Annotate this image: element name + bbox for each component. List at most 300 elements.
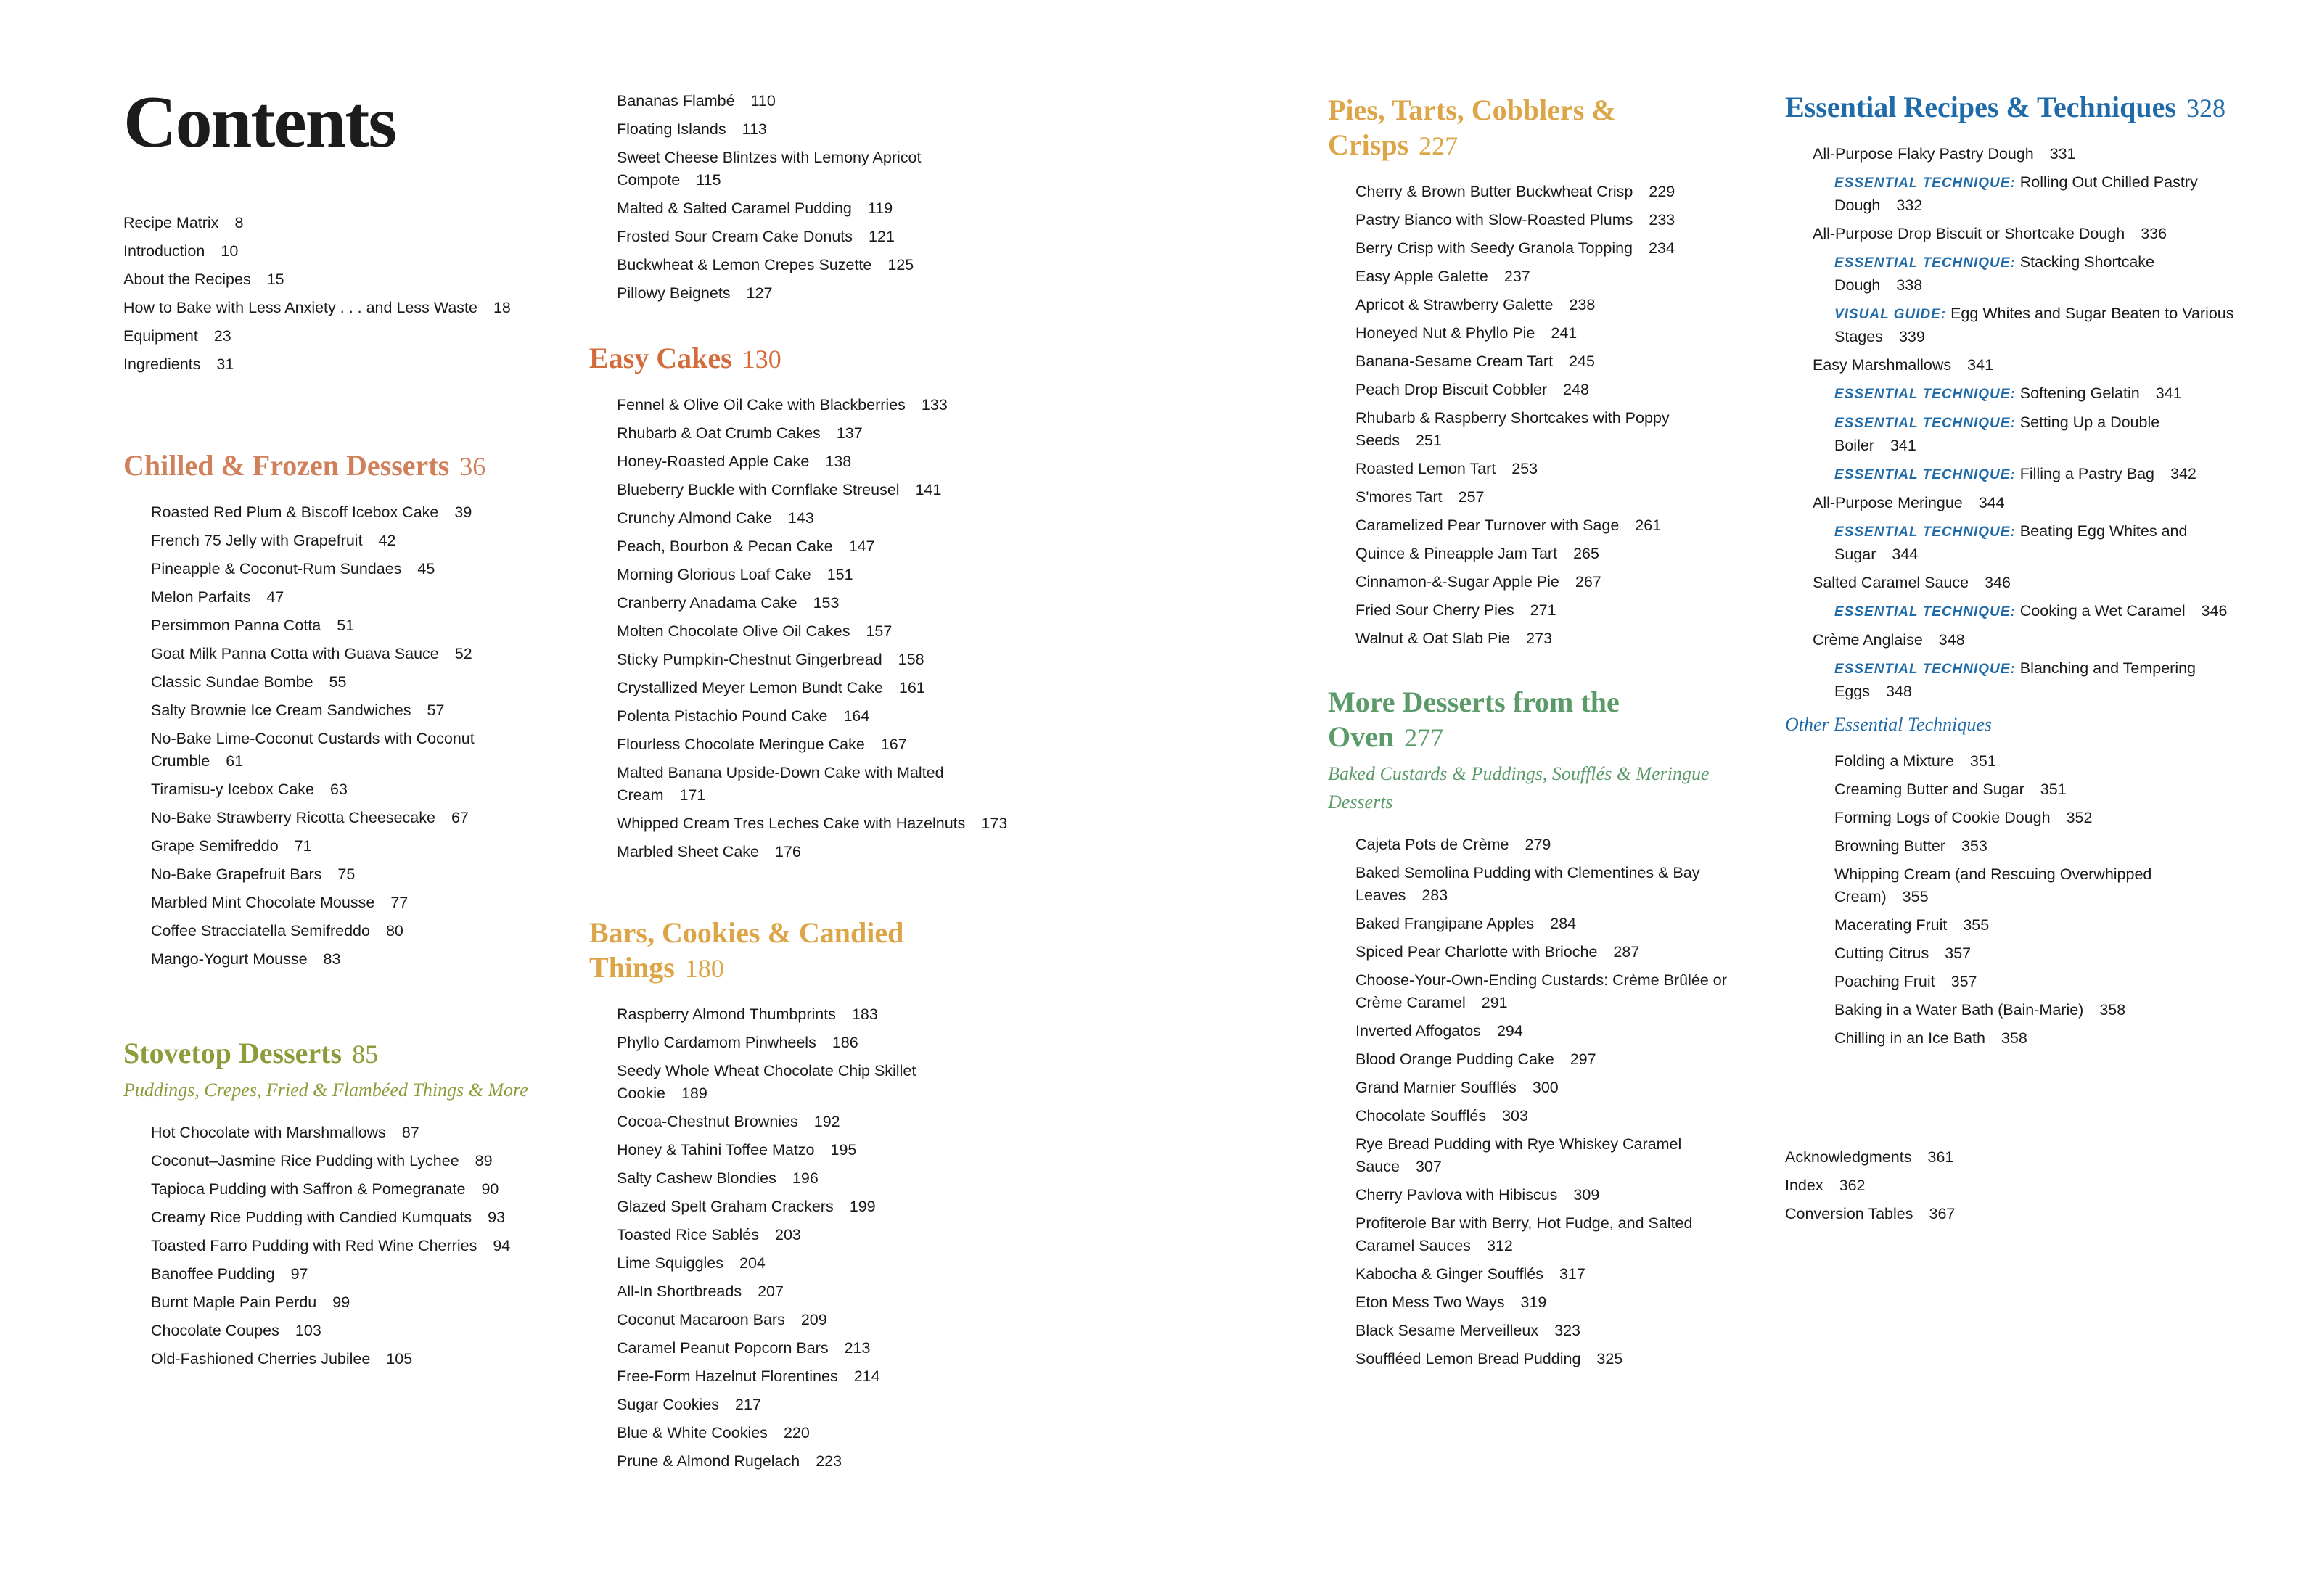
toc-entry[interactable] (589, 1003, 1010, 1026)
toc-entry[interactable] (123, 807, 530, 829)
toc-entry[interactable] (123, 920, 530, 942)
technique-tag: ESSENTIAL TECHNIQUE: (1834, 662, 2016, 677)
entry-label: Inverted Affogatos (1355, 1022, 1481, 1040)
entry-label: Easy Marshmallows (1813, 356, 1952, 374)
entry-page-number: 294 (1496, 1022, 1523, 1040)
toc-entry[interactable] (123, 501, 530, 524)
entry-page-number: 271 (1530, 601, 1556, 619)
technique-entry[interactable] (1785, 520, 2235, 566)
toc-entry[interactable] (1328, 379, 1734, 401)
entry-page-number: 55 (329, 673, 347, 691)
toc-entry[interactable] (1785, 492, 2235, 514)
section-title: Chilled & Frozen Desserts (123, 449, 450, 482)
entry-label: Choose-Your-Own-Ending Custards: Crème Brûlée or Crème Caramel (1355, 971, 1727, 1011)
toc-entry[interactable] (589, 841, 1010, 863)
section-page: 85 (352, 1040, 379, 1069)
entry-page-number: 157 (866, 622, 893, 640)
toc-entry[interactable] (123, 268, 530, 291)
entry-page-number: 233 (1649, 211, 1675, 229)
entry-label: Roasted Red Plum & Biscoff Icebox Cake (151, 503, 439, 521)
toc-entry[interactable] (589, 1280, 1010, 1303)
entry-page-number: 338 (1896, 276, 1923, 294)
toc-entry[interactable] (123, 240, 530, 263)
entry-label: About the Recipes (123, 271, 251, 288)
entry-page-number: 341 (1890, 437, 1916, 454)
toc-entry[interactable] (123, 699, 530, 722)
toc-entry[interactable] (1328, 1212, 1734, 1257)
entry-label: Filling a Pastry Bag (2019, 465, 2154, 482)
toc-entry[interactable] (123, 212, 530, 234)
entry-label: Grand Marnier Soufflés (1355, 1079, 1517, 1096)
toc-entry[interactable] (1785, 1027, 2235, 1050)
entry-label: Softening Gelatin (2019, 384, 2140, 402)
entry-page-number: 103 (295, 1322, 321, 1339)
toc-entry[interactable] (123, 1263, 530, 1286)
entry-label: Folding a Mixture (1834, 752, 1954, 770)
entry-page-number: 332 (1896, 197, 1923, 214)
technique-list (1785, 750, 2235, 1050)
section-page: 328 (2186, 94, 2225, 123)
entry-label: Seedy Whole Wheat Chocolate Chip Skillet Cookie (617, 1062, 916, 1102)
toc-entry[interactable] (589, 394, 1010, 416)
toc-entry[interactable] (123, 1206, 530, 1229)
section-essentials (1785, 90, 2235, 1056)
toc-entry[interactable] (123, 614, 530, 637)
entry-label: Crème Anglaise (1813, 631, 1923, 649)
entry-page-number: 265 (1573, 545, 1599, 562)
section-page: 227 (1419, 131, 1459, 160)
toc-entry[interactable] (1785, 835, 2235, 857)
entry-label: Salty Cashew Blondies (617, 1169, 776, 1187)
toc-entry[interactable] (1328, 486, 1734, 509)
entry-page-number: 248 (1563, 381, 1589, 398)
section-subtitle: Puddings, Crepes, Fried & Flambéed Things & More (123, 1079, 528, 1101)
entry-label: Salted Caramel Sauce (1813, 574, 1969, 591)
toc-entry[interactable] (123, 643, 530, 665)
toc-entry[interactable] (1785, 999, 2235, 1021)
entry-label: Toasted Rice Sablés (617, 1226, 759, 1243)
toc-entry[interactable] (1785, 807, 2235, 829)
toc-entry[interactable] (123, 1320, 530, 1342)
page-title: Contents (123, 81, 396, 163)
toc-entry[interactable] (1328, 969, 1734, 1014)
entry-page-number: 357 (1950, 973, 1977, 990)
entry-label: Peach Drop Biscuit Cobbler (1355, 381, 1548, 398)
section-heading[interactable] (123, 1036, 530, 1071)
entry-label: Baked Frangipane Apples (1355, 915, 1535, 932)
recipe-list (123, 1122, 530, 1370)
entry-page-number: 341 (1967, 356, 1994, 374)
technique-tag: ESSENTIAL TECHNIQUE: (1834, 467, 2016, 482)
toc-entry[interactable] (123, 1235, 530, 1257)
entry-label: Introduction (123, 242, 205, 260)
section-title: Bars, Cookies & Candied Things (589, 916, 904, 984)
section-oven (1328, 685, 1734, 1376)
entry-page-number: 234 (1649, 239, 1675, 257)
entry-page-number: 214 (853, 1367, 880, 1385)
toc-entry[interactable] (1328, 181, 1734, 203)
toc-entry[interactable] (589, 620, 1010, 643)
toc-entry[interactable] (123, 1291, 530, 1314)
entry-label: Baking in a Water Bath (Bain-Marie) (1834, 1001, 2084, 1019)
recipe-list (589, 1003, 1010, 1473)
toc-entry[interactable] (1785, 914, 2235, 937)
entry-label: Stacking Shortcake Dough (1834, 253, 2155, 294)
technique-entry[interactable] (1785, 463, 2235, 486)
entry-label: Malted Banana Upside-Down Cake with Malted Cream (617, 764, 944, 804)
toc-entry[interactable] (1328, 913, 1734, 935)
entry-page-number: 273 (1526, 630, 1552, 647)
toc-entry[interactable] (1328, 1077, 1734, 1099)
entry-page-number: 217 (735, 1396, 761, 1413)
entry-page-number: 57 (427, 702, 445, 719)
toc-entry[interactable] (123, 892, 530, 914)
toc-entry[interactable] (1328, 1291, 1734, 1314)
toc-entry[interactable] (589, 507, 1010, 530)
entry-page-number: 99 (332, 1293, 350, 1311)
entry-label: Salty Brownie Ice Cream Sandwiches (151, 702, 411, 719)
toc-entry[interactable] (589, 1196, 1010, 1218)
toc-entry[interactable] (589, 479, 1010, 501)
toc-entry[interactable] (589, 1422, 1010, 1444)
technique-entry[interactable] (1785, 171, 2235, 217)
entry-page-number: 344 (1892, 546, 1919, 563)
toc-entry[interactable] (589, 422, 1010, 445)
entry-label: All-In Shortbreads (617, 1283, 742, 1300)
toc-entry[interactable] (589, 197, 1010, 220)
entry-page-number: 342 (2170, 465, 2196, 482)
toc-entry[interactable] (589, 1394, 1010, 1416)
entry-label: Molten Chocolate Olive Oil Cakes (617, 622, 850, 640)
entry-page-number: 105 (386, 1350, 413, 1367)
toc-entry[interactable] (1328, 1320, 1734, 1342)
toc-entry[interactable] (1328, 1020, 1734, 1042)
entry-label: Acknowledgments (1785, 1148, 1912, 1166)
entry-page-number: 52 (454, 645, 472, 662)
entry-page-number: 346 (1985, 574, 2011, 591)
toc-entry[interactable] (589, 1167, 1010, 1190)
technique-entry[interactable] (1785, 251, 2235, 297)
entry-label: Mango-Yogurt Mousse (151, 950, 308, 968)
section-heading[interactable] (1328, 685, 1734, 755)
toc-entry[interactable] (123, 863, 530, 886)
toc-entry[interactable] (589, 1060, 1010, 1105)
recipe-list (589, 90, 1010, 305)
entry-page-number: 164 (843, 707, 870, 725)
toc-entry[interactable] (589, 1224, 1010, 1246)
entry-label: Peach, Bourbon & Pecan Cake (617, 538, 833, 555)
toc-entry[interactable] (1785, 354, 2235, 377)
technique-entry[interactable] (1785, 600, 2235, 623)
entry-label: Blue & White Cookies (617, 1424, 768, 1441)
entry-label: Coconut Macaroon Bars (617, 1311, 785, 1328)
technique-entry[interactable] (1785, 382, 2235, 406)
entry-page-number: 143 (787, 509, 814, 527)
toc-entry[interactable] (589, 1139, 1010, 1161)
toc-entry[interactable] (589, 1309, 1010, 1331)
entry-label: Ingredients (123, 355, 201, 373)
section-pies (1328, 93, 1734, 656)
toc-entry[interactable] (123, 586, 530, 609)
toc-entry[interactable] (589, 1337, 1010, 1360)
entry-label: Cutting Citrus (1834, 945, 1929, 962)
toc-entry[interactable] (589, 535, 1010, 558)
entry-label: Roasted Lemon Tart (1355, 460, 1496, 477)
toc-entry[interactable] (589, 282, 1010, 305)
toc-entry[interactable] (589, 592, 1010, 614)
entry-page-number: 138 (825, 453, 852, 470)
entry-page-number: 173 (981, 815, 1008, 832)
technique-tag: ESSENTIAL TECHNIQUE: (1834, 176, 2016, 191)
toc-entry[interactable] (1328, 599, 1734, 622)
toc-entry[interactable] (1785, 223, 2235, 245)
entry-page-number: 355 (1902, 888, 1929, 905)
toc-entry[interactable] (1328, 628, 1734, 650)
entry-page-number: 161 (898, 679, 925, 696)
entry-label: Setting Up a Double Boiler (1834, 414, 2160, 454)
toc-entry[interactable] (1328, 237, 1734, 260)
entry-page-number: 80 (385, 922, 403, 939)
entry-page-number: 283 (1421, 887, 1448, 904)
toc-entry[interactable] (589, 1111, 1010, 1133)
toc-entry[interactable] (589, 649, 1010, 671)
entry-label: Coffee Stracciatella Semifreddo (151, 922, 370, 939)
entry-label: Frosted Sour Cream Cake Donuts (617, 228, 853, 245)
entry-page-number: 183 (851, 1005, 878, 1023)
section-heading[interactable] (1328, 93, 1734, 163)
toc-entry[interactable] (1328, 834, 1734, 856)
entry-page-number: 331 (2049, 145, 2076, 163)
toc-entry[interactable] (1328, 1184, 1734, 1206)
entry-label: Rye Bread Pudding with Rye Whiskey Caramel Sauce (1355, 1135, 1682, 1175)
toc-entry[interactable] (123, 558, 530, 580)
toc-entry[interactable] (1328, 1348, 1734, 1370)
toc-entry[interactable] (589, 1365, 1010, 1388)
entry-label: Chilling in an Ice Bath (1834, 1029, 1985, 1047)
entry-page-number: 241 (1551, 324, 1578, 342)
entry-label: Cajeta Pots de Crème (1355, 836, 1509, 853)
entry-page-number: 267 (1575, 573, 1601, 591)
entry-page-number: 297 (1570, 1050, 1596, 1068)
entry-label: Beating Egg Whites and Sugar (1834, 522, 2188, 563)
toc-entry[interactable] (1785, 143, 2235, 165)
entry-page-number: 67 (451, 809, 469, 826)
entry-page-number: 151 (826, 566, 853, 583)
toc-entry[interactable] (1328, 350, 1734, 373)
toc-entry[interactable] (123, 1122, 530, 1144)
toc-entry[interactable] (589, 226, 1010, 248)
entry-label: Sweet Cheese Blintzes with Lemony Apricot Compote (617, 149, 922, 189)
toc-entry[interactable] (1328, 458, 1734, 480)
section-heading[interactable] (123, 448, 530, 484)
toc-entry[interactable] (123, 1178, 530, 1201)
toc-entry[interactable] (123, 325, 530, 347)
toc-entry[interactable] (1328, 1263, 1734, 1286)
entry-page-number: 176 (775, 843, 801, 860)
entry-label: Coconut–Jasmine Rice Pudding with Lychee (151, 1152, 459, 1169)
entry-label: Chocolate Coupes (151, 1322, 279, 1339)
toc-entry[interactable] (1785, 1175, 2235, 1197)
entry-page-number: 344 (1978, 494, 2005, 511)
entry-page-number: 94 (493, 1237, 511, 1254)
toc-entry[interactable] (1328, 1105, 1734, 1127)
entry-label: French 75 Jelly with Grapefruit (151, 532, 363, 549)
entry-page-number: 257 (1458, 488, 1485, 506)
entry-page-number: 317 (1559, 1265, 1585, 1283)
toc-entry[interactable] (589, 1450, 1010, 1473)
entry-page-number: 10 (221, 242, 239, 260)
entry-label: Phyllo Cardamom Pinwheels (617, 1034, 816, 1051)
section-title: Essential Recipes & Techniques (1785, 91, 2176, 123)
toc-entry[interactable] (123, 530, 530, 552)
toc-entry[interactable] (589, 451, 1010, 473)
toc-entry[interactable] (1328, 294, 1734, 316)
toc-entry[interactable] (589, 1252, 1010, 1275)
entry-page-number: 147 (848, 538, 875, 555)
entry-label: Apricot & Strawberry Galette (1355, 296, 1554, 313)
toc-entry[interactable] (123, 671, 530, 694)
toc-entry[interactable] (123, 835, 530, 857)
toc-entry[interactable] (1785, 863, 2235, 908)
entry-label: Cranberry Anadama Cake (617, 594, 797, 612)
entry-page-number: 137 (836, 424, 863, 442)
entry-page-number: 319 (1520, 1293, 1547, 1311)
toc-entry[interactable] (123, 728, 530, 773)
toc-entry[interactable] (589, 705, 1010, 728)
entry-label: Kabocha & Ginger Soufflés (1355, 1265, 1543, 1283)
toc-entry[interactable] (1785, 1203, 2235, 1225)
toc-entry[interactable] (589, 762, 1010, 807)
entry-label: All-Purpose Drop Biscuit or Shortcake Dough (1813, 225, 2125, 242)
toc-entry[interactable] (1328, 543, 1734, 565)
toc-entry[interactable] (1328, 941, 1734, 963)
entry-page-number: 339 (1898, 328, 1925, 345)
toc-entry[interactable] (1328, 862, 1734, 907)
toc-entry[interactable] (1785, 778, 2235, 801)
section-heading[interactable] (589, 916, 1010, 986)
entry-label: Berry Crisp with Seedy Granola Topping (1355, 239, 1633, 257)
entry-page-number: 307 (1415, 1158, 1442, 1175)
entry-page-number: 223 (816, 1452, 842, 1470)
toc-entry[interactable] (123, 1348, 530, 1370)
entry-label: Baked Semolina Pudding with Clementines & Bay Leaves (1355, 864, 1700, 904)
entry-page-number: 158 (898, 651, 924, 668)
entry-page-number: 357 (1945, 945, 1972, 962)
entry-page-number: 312 (1486, 1237, 1513, 1254)
entry-page-number: 189 (681, 1085, 707, 1102)
section-bars (589, 916, 1010, 1478)
section-page: 277 (1404, 723, 1444, 752)
toc-entry[interactable] (589, 90, 1010, 112)
entry-label: Raspberry Almond Thumbprints (617, 1005, 836, 1023)
toc-entry[interactable] (1785, 942, 2235, 965)
toc-entry[interactable] (1785, 1146, 2235, 1169)
entry-page-number: 325 (1596, 1350, 1623, 1367)
toc-entry[interactable] (1785, 572, 2235, 594)
section-page: 36 (459, 452, 486, 481)
entry-label: Lime Squiggles (617, 1254, 724, 1272)
entry-page-number: 141 (915, 481, 942, 498)
toc-entry[interactable] (1785, 750, 2235, 773)
technique-entry[interactable] (1785, 303, 2235, 348)
entry-label: Marbled Sheet Cake (617, 843, 759, 860)
entry-label: Macerating Fruit (1834, 916, 1948, 934)
entry-page-number: 358 (2001, 1029, 2027, 1047)
toc-entry[interactable] (1785, 971, 2235, 993)
toc-entry[interactable] (1328, 266, 1734, 288)
toc-entry[interactable] (1328, 571, 1734, 593)
entry-label: No-Bake Strawberry Ricotta Cheesecake (151, 809, 435, 826)
toc-entry[interactable] (589, 813, 1010, 835)
technique-entry[interactable] (1785, 657, 2235, 703)
entry-label: Crunchy Almond Cake (617, 509, 772, 527)
section-title: Pies, Tarts, Cobblers & Crisps (1328, 94, 1616, 161)
entry-label: Malted & Salted Caramel Pudding (617, 200, 852, 217)
entry-label: Sticky Pumpkin-Chestnut Gingerbread (617, 651, 882, 668)
entry-label: Grape Semifreddo (151, 837, 279, 855)
toc-entry[interactable] (1328, 1133, 1734, 1178)
entry-page-number: 203 (775, 1226, 801, 1243)
toc-entry[interactable] (589, 733, 1010, 756)
entry-page-number: 186 (832, 1034, 858, 1051)
toc-entry[interactable] (1328, 209, 1734, 231)
toc-entry[interactable] (589, 1032, 1010, 1054)
entry-label: Souffléed Lemon Bread Pudding (1355, 1350, 1581, 1367)
entry-label: Rolling Out Chilled Pastry Dough (1834, 173, 2198, 214)
toc-entry[interactable] (589, 677, 1010, 699)
entry-page-number: 245 (1569, 353, 1595, 370)
toc-entry[interactable] (123, 297, 530, 319)
entry-label: Blueberry Buckle with Cornflake Streusel (617, 481, 900, 498)
entry-label: Glazed Spelt Graham Crackers (617, 1198, 834, 1215)
entry-label: All-Purpose Meringue (1813, 494, 1963, 511)
entry-page-number: 71 (294, 837, 312, 855)
toc-entry[interactable] (1328, 322, 1734, 345)
toc-entry[interactable] (1328, 514, 1734, 537)
entry-label: Whipped Cream Tres Leches Cake with Hazelnuts (617, 815, 966, 832)
section-heading[interactable] (1785, 90, 2235, 126)
toc-entry[interactable] (1328, 407, 1734, 452)
entry-label: Poaching Fruit (1834, 973, 1935, 990)
entry-label: Index (1785, 1177, 1823, 1194)
toc-entry[interactable] (123, 353, 530, 376)
toc-entry[interactable] (1785, 629, 2235, 651)
technique-entry[interactable] (1785, 411, 2235, 457)
entry-page-number: 63 (330, 781, 348, 798)
section-stovetop (123, 1036, 530, 1376)
technique-tag: ESSENTIAL TECHNIQUE: (1834, 255, 2016, 271)
toc-entry[interactable] (589, 564, 1010, 586)
toc-entry[interactable] (123, 778, 530, 801)
toc-entry[interactable] (589, 254, 1010, 276)
entry-page-number: 83 (323, 950, 341, 968)
entry-page-number: 51 (337, 617, 355, 634)
entry-page-number: 309 (1573, 1186, 1600, 1204)
technique-tag: ESSENTIAL TECHNIQUE: (1834, 416, 2016, 431)
toc-entry[interactable] (589, 147, 1010, 192)
toc-entry[interactable] (123, 948, 530, 971)
entry-page-number: 323 (1554, 1322, 1580, 1339)
entry-label: Persimmon Panna Cotta (151, 617, 321, 634)
toc-entry[interactable] (123, 1150, 530, 1172)
entry-page-number: 97 (290, 1265, 308, 1283)
section-heading[interactable] (589, 341, 1010, 377)
entry-label: Whipping Cream (and Rescuing Overwhipped Cream) (1834, 865, 2152, 905)
entry-label: Flourless Chocolate Meringue Cake (617, 736, 865, 753)
toc-entry[interactable] (589, 118, 1010, 141)
entry-label: Cocoa-Chestnut Brownies (617, 1113, 798, 1130)
toc-entry[interactable] (1328, 1048, 1734, 1071)
